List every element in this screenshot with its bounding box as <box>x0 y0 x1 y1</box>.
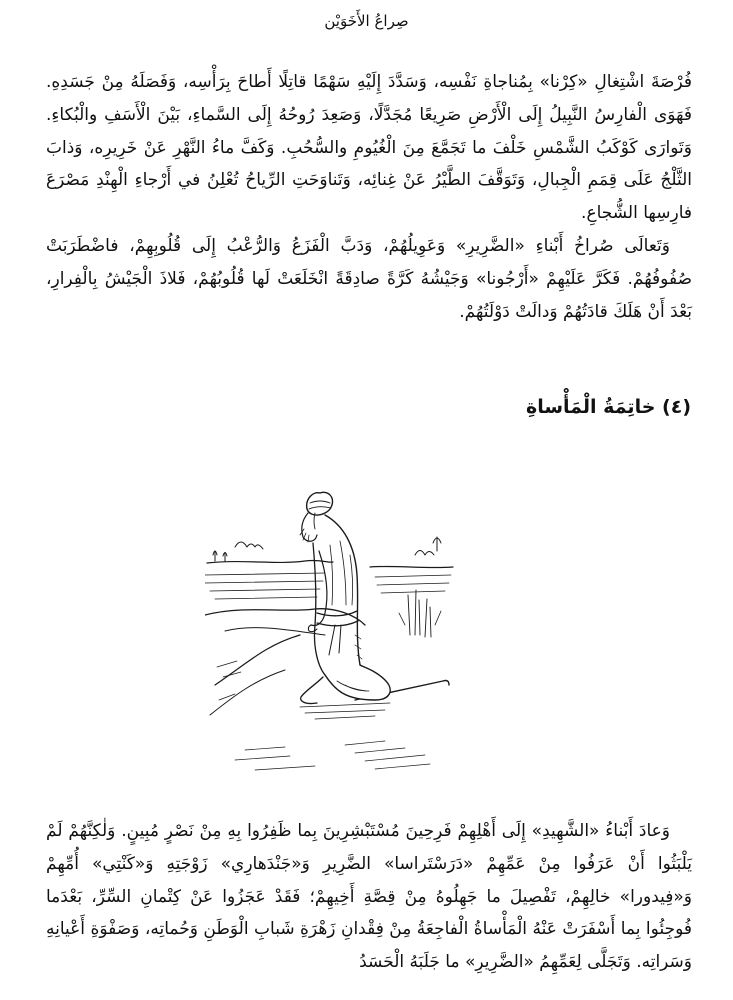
paragraph: وَعادَ أَبْناءُ «الشَّهِيدِ» إِلَى أَهْلِهِمْ فَرِحِينَ مُسْتَبْشِرِينَ بِما ظَفِرُوا بِهِ مِنْ نَصْرٍ مُبِينٍ. وَلٰكِنَّهُمْ لَمْ يَلْبَثُوا أَنْ عَرَفُوا مِنْ عَمِّهِمْ «دَرَسْتَراسا» الضَّرِيرِ وَ«جَنْدَهارِي» زَوْجَتِهِ وَ«كَنْتِي» أُمِّهِمْ وَ«فِيدورا» خالِهِمْ، تَفْصِيلَ ما جَهِلُوهُ مِنْ قِصَّةِ أَخِيهِمْ؛ فَقَدْ عَجَزُوا عَنْ كِتْمانِ السِّرِّ، بَعْدَما فُوجِئُوا بِما أَسْفَرَتْ عَنْهُ الْمَأْساةُ الْفاجِعَةُ مِنْ فِقْدانِ زَهْرَةِ شَبابِ الْوَطَنِ وَحُماتِه، وَصَفْوَةِ أَعْيانِهِ وَسَراتِه. وَتَجَلَّى لِعَمِّهِمُ «الضَّرِيرِ» ما جَلَبَهُ الْحَسَدُ <box>46 821 692 973</box>
top-text-block <box>46 66 692 328</box>
paragraph: فُرْصَةَ اشْتِغالِ «كِرْنا» بِمُناجاةِ نَفْسِه، وَسَدَّدَ إِلَيْهِ سَهْمًا قاتِلًا أَطاحَ بِرَأْسِه، وَفَصَلَهُ مِنْ جَسَدِهِ. فَهَوَى الْفارِسُ النَّبِيلُ إِلَى الْأَرْضِ صَرِيعًا مُجَدَّلًا، وَصَعِدَ رُوحُهُ إِلَى السَّماءِ، بَيْنَ الْأَسَفِ والْبُكاءِ. وَتَوارَى كَوْكَبُ الشَّمْسِ خَلْفَ ما تَجَمَّعَ مِنَ الْغُيُومِ والسُّحُبِ. وَكَفَّ ماءُ النَّهْرِ عَنْ خَرِيرِه، وَذابَ الثَّلْجُ عَلَى قِمَمِ الْجِبالِ، وَتَوَقَّفَ الطَّيْرُ عَنْ غِنائِه، وَتَناوَحَتِ الرِّياحُ تُعْلِنُ في أَرْجاءِ الْهِنْدِ مَصْرَعَ فارِسِها الشُّجاعِ. <box>46 72 692 224</box>
bottom-text-block <box>46 815 692 979</box>
running-header-title: صِراعُ الأَخَوَيْن <box>324 12 409 30</box>
section-heading: (٤) خاتِمَةُ الْمَأْساةِ <box>526 396 691 418</box>
paragraph: وَتَعالَى صُراخُ أَبْناءِ «الضَّرِيرِ» وَعَوِيلُهُمْ، وَدَبَّ الْفَزَعُ وَالرُّعْبُ إِلَى قُلُوبِهِمْ، فاضْطَرَبَتْ صُفُوفُهُمْ. فَكَرَّ عَلَيْهِمْ «أَرْجُونا» وَجَيْشُهُ كَرَّةً صادِقَةً انْخَلَعَتْ لَها قُلُوبُهُمْ، فَلاذَ الْجَيْشُ بِالْفِرارِ، بَعْدَ أَنْ هَلَكَ قادَتُهُمْ وَدالَتْ دَوْلَتُهُمْ. <box>46 235 692 322</box>
kneeling-man-illustration <box>205 485 455 785</box>
kneeling-man-by-river-icon <box>205 485 455 785</box>
